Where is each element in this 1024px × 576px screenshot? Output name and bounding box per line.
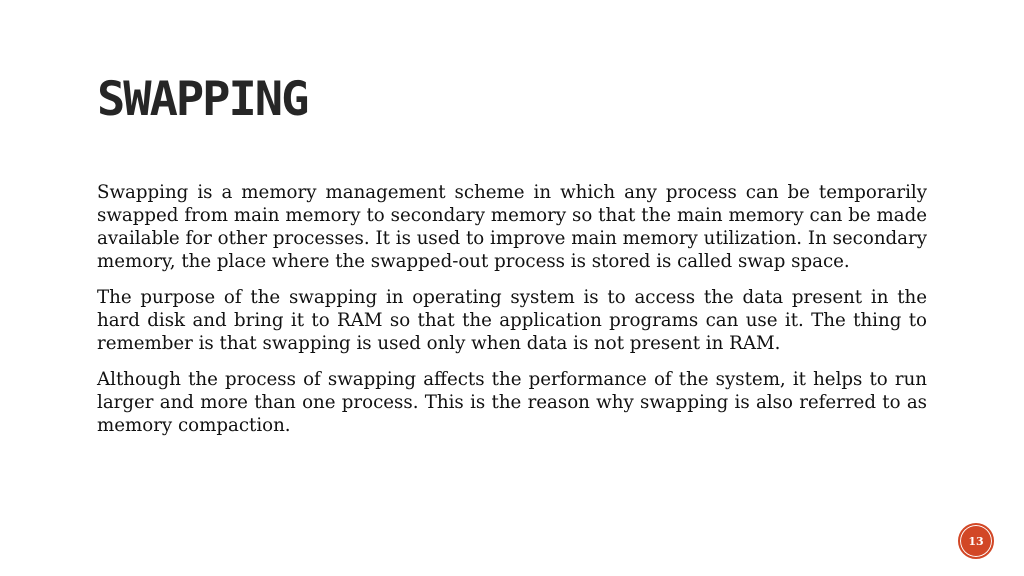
page-number: 13 — [968, 534, 984, 548]
page-number-badge — [958, 523, 994, 559]
paragraph-3: Although the process of swapping affects the performance of the system, it helps to run larger and more than one process. This is the reason why swapping is also referred to as memory compaction. — [97, 369, 927, 436]
slide-title: SWAPPING — [97, 72, 308, 127]
paragraph-2: The purpose of the swapping in operating system is to access the data present in the hard disk and bring it to RAM so that the application programs can use it. The thing to remember is that swapping is used only when data is not present in RAM. — [97, 287, 927, 354]
slide-body — [97, 181, 927, 450]
paragraph-1: Swapping is a memory management scheme in which any process can be temporarily swapped from main memory to secondary memory so that the main memory can be made available for other processes. It is used to improve main memory utilization. In secondary memory, the place where the swapped-out process is stored is called swap space. — [97, 182, 927, 272]
